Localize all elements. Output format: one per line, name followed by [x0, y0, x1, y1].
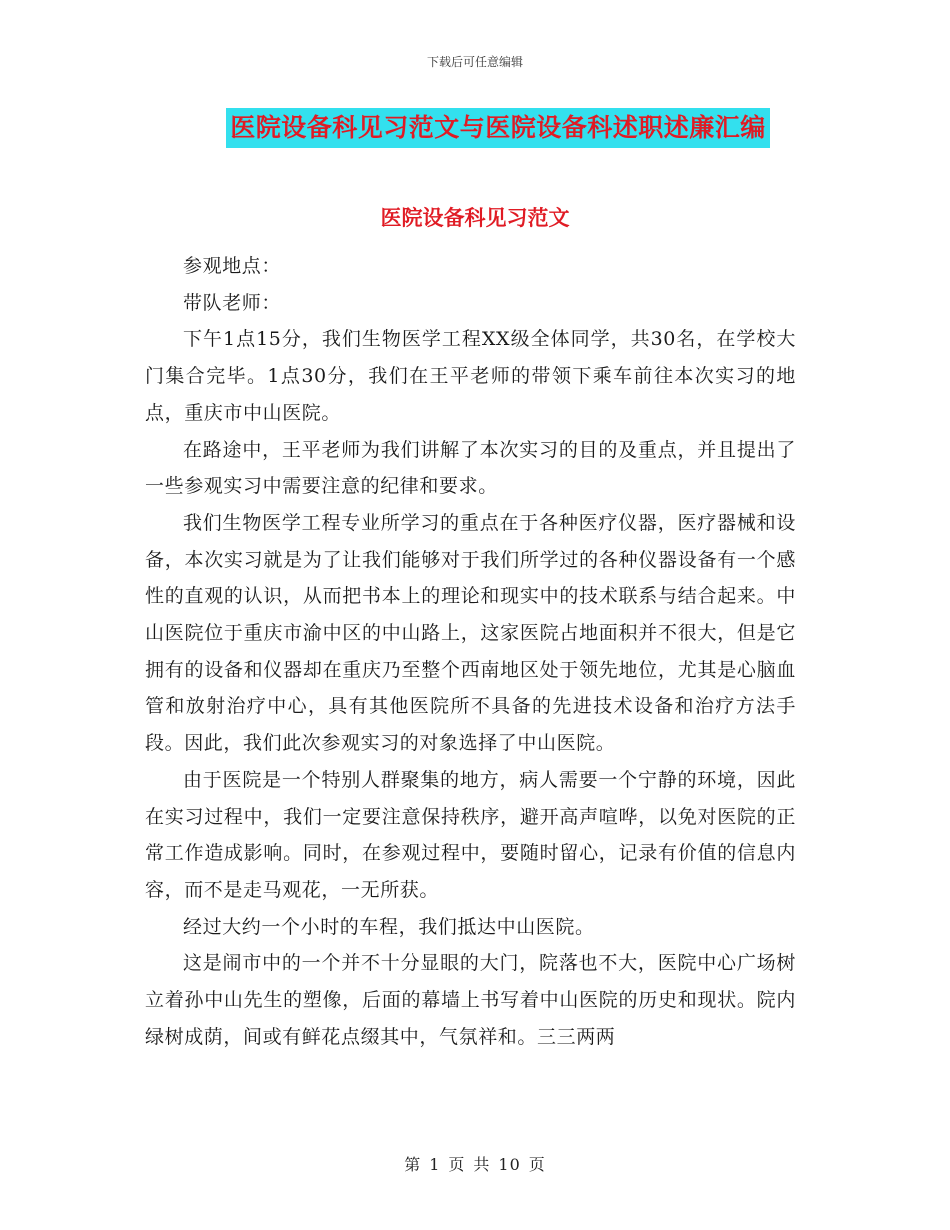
paragraph: 由于医院是一个特别人群聚集的地方，病人需要一个宁静的环境，因此在实习过程中，我们一定要注意保持秩序，避开高声喧哗，以免对医院的正常工作造成影响。同时，在参观过程中，要随时留心，记录有价值的信息内容，而不是走马观花，一无所获。 — [145, 768, 796, 901]
document-title: 医院设备科见习范文与医院设备科述职述廉汇编 — [226, 108, 770, 148]
section-title: 医院设备科见习范文 — [380, 205, 570, 230]
current-page-number: 1 — [429, 1155, 441, 1174]
paragraph: 这是闹市中的一个并不十分显眼的大门，院落也不大，医院中心广场树立着孙中山先生的塑像，后面的幕墙上书写着中山医院的历史和现状。院内绿树成荫，间或有鲜花点缀其中，气氛祥和。三三两两 — [145, 952, 796, 1048]
main-title-container — [0, 108, 950, 148]
footer-label-unit: 页 — [528, 1155, 546, 1174]
footer-label-page: 第 — [404, 1155, 422, 1174]
page-footer — [0, 1152, 950, 1175]
paragraph: 我们生物医学工程专业所学习的重点在于各种医疗仪器，医疗器械和设备，本次实习就是为了让我们能够对于我们所学过的各种仪器设备有一个感性的直观的认识，从而把书本上的理论和现实中的技术联系与结合起来。中山医院位于重庆市渝中区的中山路上，这家医院占地面积并不很大，但是它拥有的设备和仪器却在重庆乃至整个西南地区处于领先地位，尤其是心脑血管和放射治疗中心，具有其他医院所不具备的先进技术设备和治疗方法手段。因此，我们此次参观实习的对象选择了中山医院。 — [145, 511, 796, 755]
total-pages-number: 10 — [498, 1155, 521, 1174]
paragraph: 下午1点15分，我们生物医学工程XX级全体同学，共30名，在学校大门集合完毕。1点30分，我们在王平老师的带领下乘车前往本次实习的地点，重庆市中山医院。 — [145, 328, 796, 424]
header-note: 下载后可任意编辑 — [426, 55, 523, 69]
footer-label-total: 共 — [473, 1155, 491, 1174]
paragraph-teacher: 带队老师： — [183, 291, 282, 314]
paragraph: 在路途中，王平老师为我们讲解了本次实习的目的及重点，并且提出了一些参观实习中需要注意的纪律和要求。 — [145, 438, 796, 498]
document-body — [145, 248, 796, 1055]
paragraph: 经过大约一个小时的车程，我们抵达中山医院。 — [183, 915, 595, 938]
paragraph-location: 参观地点： — [183, 255, 282, 277]
footer-label-unit: 页 — [448, 1155, 466, 1174]
